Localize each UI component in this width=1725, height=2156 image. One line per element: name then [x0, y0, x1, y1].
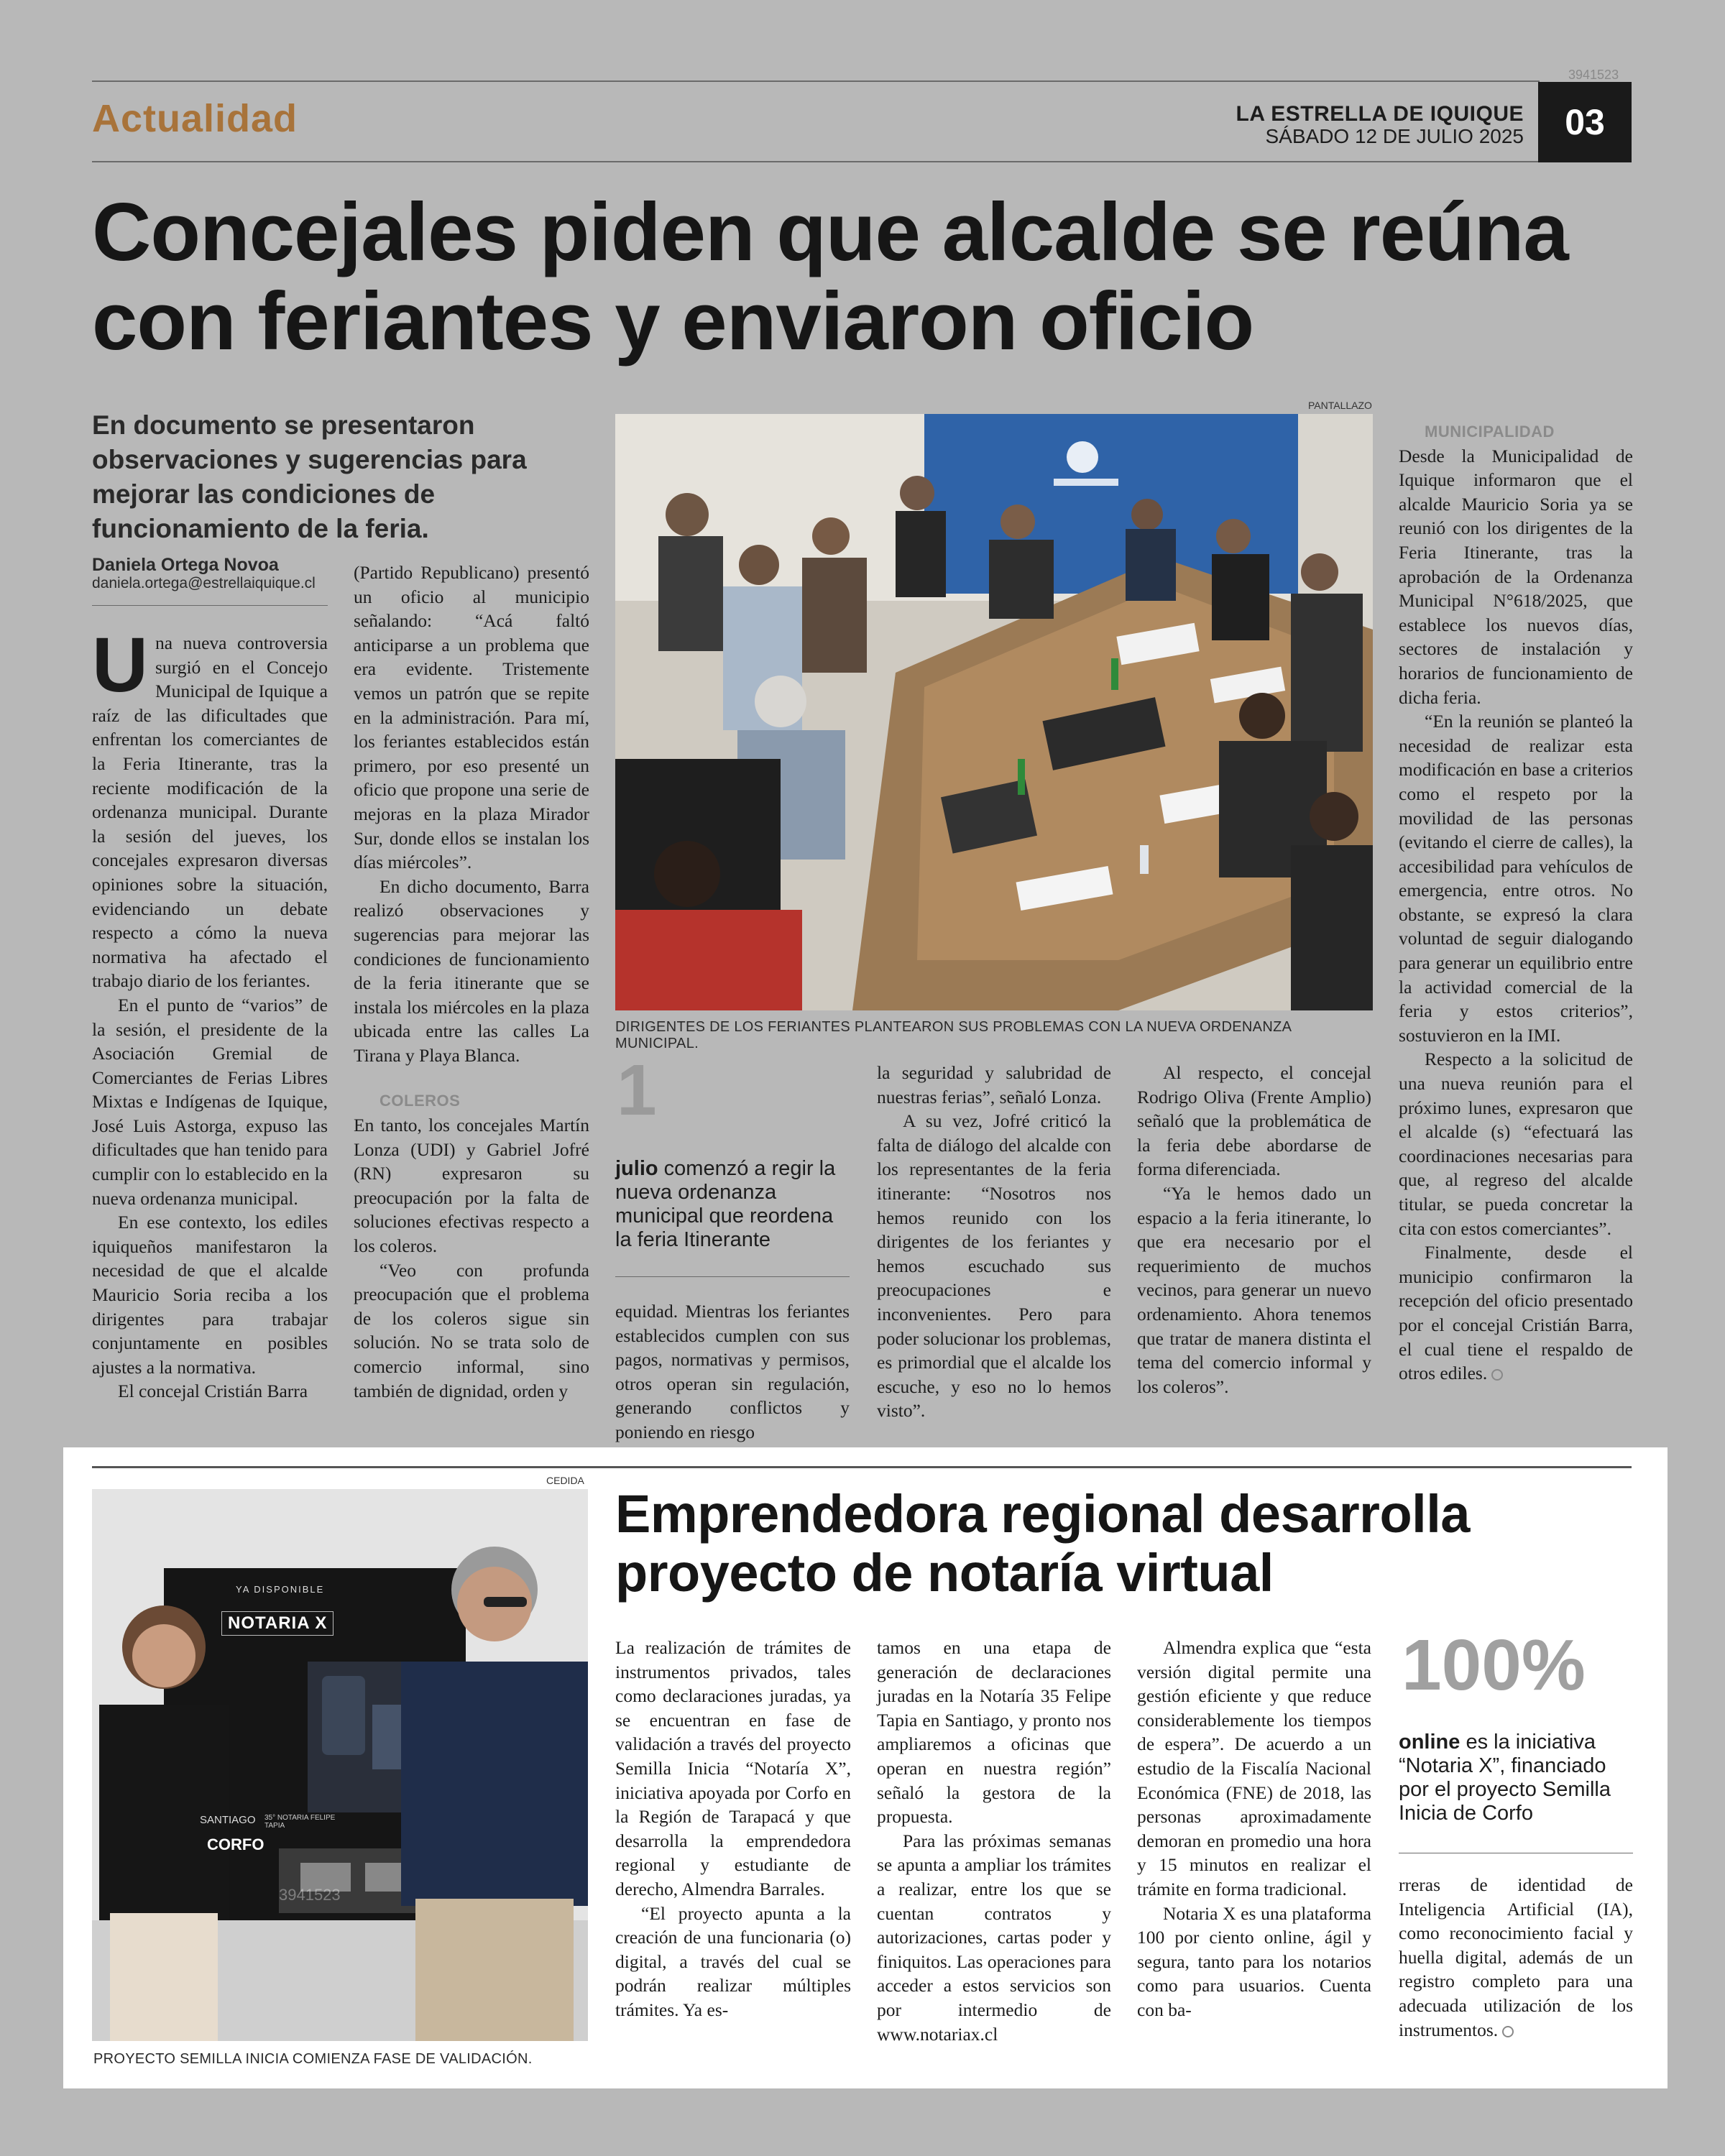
- article1-author: Daniela Ortega Novoa: [92, 555, 279, 575]
- article1-col3-p1: equidad. Mientras los feriantes establecidos cumplen con sus pagos, normativas y permisos, otros operan sin regulación, generando conflictos y poniendo en riesgo: [615, 1301, 850, 1442]
- fact-box-1-text: [615, 1157, 850, 1252]
- article1-col2-p2: En dicho documento, Barra realizó observaciones y sugerencias para mejorar las condiciones de funcionamiento de la feria itinerante que se instala los miércoles en la plaza ubicada entre las calles La Tirana y Playa Blanca.: [354, 875, 589, 1066]
- article1-column-5: [1137, 1061, 1371, 1399]
- article1-headline: [92, 188, 1568, 367]
- article2-col1-p1: La realización de trámites de instrumentos privados, tales como declaraciones juradas, ya se encuentran en fase de validación a través del proyecto Semilla Inicia “Notaría X”, iniciativa apoyada por Corfo en la Región de Tarapacá y que desarrolla la emprendedora regional y estudiante de derecho, Almendra Barrales.: [615, 1637, 851, 1899]
- drop-cap: U: [92, 621, 148, 708]
- article2-headline: [615, 1485, 1470, 1603]
- page-code: 3941523: [1568, 68, 1619, 82]
- fact-box-2-bold: online: [1399, 1731, 1460, 1754]
- author-rule: [92, 605, 328, 606]
- article1-col1-p1: Una nueva controversia surgió en el Concejo Municipal de Iquique a raíz de las dificultades que enfrentan los comerciantes de la Feria Itinerante, tras la reciente modificación de la ordenanza municipal. Durante la sesión del jueves, los concejales expresaron diversas opiniones sobre la situación, evidenciando un debate respecto a cómo la nueva normativa ha afectado el trabajo diario de los feriantes.: [92, 621, 328, 992]
- article1-column-4: [877, 1061, 1111, 1423]
- screen-brand: NOTARIA X: [221, 1611, 334, 1636]
- article1-col6-p3: Respecto a la solicitud de una nueva reunión para el próximo lunes, expresaron que el alcalde (s) “efectuará las coordinaciones necesarias para que, al regreso del alcalde titular, se pueda concretar la cita con estos comerciantes”.: [1399, 1049, 1633, 1239]
- article2-col4-p1: rreras de identidad de Inteligencia Artificial (IA), como reconocimiento facial y huella digital, además de un registro completo para una adecuada utilización de los instrumentos.: [1399, 1874, 1633, 2040]
- article1-col6-p1: Desde la Municipalidad de Iquique informaron que el alcalde Mauricio Soria ya se reunió con los dirigentes de la Feria Itinerante, tras la aprobación de la Ordenanza Municipal N°618/2025, que establece los nuevos días, sectores de instalación y horarios de funcionamiento de dicha feria.: [1399, 445, 1633, 708]
- screen-top-text: YA DISPONIBLE: [236, 1584, 325, 1595]
- screen-city: SANTIAGO: [200, 1814, 256, 1826]
- entrepreneur-photo-caption: PROYECTO SEMILLA INICIA COMIENZA FASE DE VALIDACIÓN.: [93, 2051, 533, 2067]
- header-bottom-rule: [92, 161, 1538, 162]
- municipalidad-subhead: MUNICIPALIDAD: [1425, 423, 1555, 441]
- entrepreneur-photo: [92, 1489, 588, 2041]
- article2-column-4: [1399, 1873, 1633, 2042]
- article2-column-2: [877, 1636, 1111, 2046]
- article1-column-1: [92, 621, 328, 1404]
- article2-col1-p2: “El proyecto apunta a la creación de una funcionaria (o) digital, a través del cual se podrán realizar múltiples trámites. Ya es-: [615, 1902, 851, 2020]
- fact-box-2-number: 100%: [1402, 1625, 1586, 1705]
- issue-date: SÁBADO 12 DE JULIO 2025: [1265, 125, 1524, 147]
- article1-col6-p2: “En la reunión se planteó la necesidad de realizar esta modificación en base a criterios como el respeto por la movilidad de las personas (evitando el cierre de calles), la accesibilidad para vehículos de emergencia, entre otros. No obstante, se expresó la clara voluntad de seguir dialogando para generar un equilibrio entre la actividad comercial de la feria y estos criterios”, sostuvieron en la IMI.: [1399, 711, 1633, 1046]
- page-number: 03: [1565, 102, 1605, 142]
- article1-column-2: [354, 561, 589, 1403]
- entrepreneur-illustration: [92, 1489, 588, 2041]
- article1-photo-credit: PANTALLAZO: [1308, 400, 1372, 411]
- article1-col2-p3: En tanto, los concejales Martín Lonza (UDI) y Gabriel Jofré (RN) expresaron su preocupación por la falta de soluciones efectivas respecto a los coleros.: [354, 1115, 589, 1257]
- meeting-photo: [615, 414, 1373, 1010]
- article1-deck: En documento se presentaron observaciones y sugerencias para mejorar las condiciones de funcionamiento de la feria.: [92, 410, 527, 543]
- article1-col5-p1: Al respecto, el concejal Rodrigo Oliva (Frente Amplio) señaló que la problemática de la feria debe abordarse de forma diferenciada.: [1137, 1062, 1371, 1180]
- fact-box-1-bold: julio: [615, 1157, 658, 1180]
- article1-headline-line2: con feriantes y enviaron oficio: [92, 276, 1254, 367]
- article1-col2-p1: (Partido Republicano) presentó un oficio al municipio señalando: “Acá faltó anticiparse a un problema que era evidente. Tristemente vemos un patrón que se repite en la administración. Para mí, los feriantes establecidos están primero, por eso presenté un oficio que propone una serie de mejoras en la plaza Mirador Sur, donde ellos se instalan los días miércoles”.: [354, 562, 589, 873]
- fact-box-1-desc: comenzó a regir la nueva ordenanza municipal que reordena la feria Itinerante: [615, 1157, 836, 1251]
- article1-col1-p4: El concejal Cristián Barra: [118, 1381, 308, 1402]
- fact-box-1-number: 1: [617, 1050, 657, 1130]
- article1-col4-p2: A su vez, Jofré criticó la falta de diálogo del alcalde con los representantes de la feria itinerante: “Nosotros nos hemos reunido con los dirigentes de los feriantes y hemos escuchado sus preocupaciones e inconvenientes. Pero para poder solucionar los problemas, es primordial que el alcalde los escuche, y eso no lo hemos visto”.: [877, 1110, 1111, 1422]
- end-mark-icon: [1491, 1369, 1503, 1381]
- fact-box-2-desc: es la iniciativa “Notaria X”, financiado por el proyecto Semilla Inicia de Corfo: [1399, 1731, 1611, 1825]
- end-mark-icon-2: [1502, 2026, 1514, 2037]
- article2-headline-line2: proyecto de notaría virtual: [615, 1543, 1274, 1603]
- newspaper-name: LA ESTRELLA DE IQUIQUE: [1236, 102, 1524, 126]
- article2-headline-line1: Emprendedora regional desarrolla: [615, 1484, 1470, 1544]
- meeting-photo-caption: DIRIGENTES DE LOS FERIANTES PLANTEARON SUS PROBLEMAS CON LA NUEVA ORDENANZA MUNICIPAL.: [615, 1019, 1292, 1051]
- article2-col3-p1: Almendra explica que “esta versión digital permite una gestión eficiente y que reduce considerablemente los tiempos de espera”. De acuerdo a un estudio de la Fiscalía Nacional Económica (FNE) de 2018, las personas aproximadamente demoran en promedio una hora y 15 minutos en realizar el trámite en forma tradicional.: [1137, 1637, 1371, 1899]
- article2-column-1: [615, 1636, 851, 2022]
- article1-col5-p2: “Ya le hemos dado un espacio a la feria itinerante, lo que era necesario por el requerimiento de muchos vecinos, para generar un nuevo ordenamiento. Ahora tenemos que tratar de manera distinta el tema del comercio informal y los coleros”.: [1137, 1182, 1371, 1397]
- page-number-box: [1538, 82, 1632, 162]
- article1-column-3: [615, 1299, 850, 1445]
- article1-col1-p3: En ese contexto, los ediles iquiqueños manifestaron la necesidad de que el alcalde Mauricio Soria reciba a los dirigentes para trabajar conjuntamente en posibles ajustes a la normativa.: [92, 1212, 328, 1378]
- article1-email: daniela.ortega@estrellaiquique.cl: [92, 575, 316, 591]
- article2-col2-p2: Para las próximas semanas se apunta a ampliar los trámites a realizar, entre los que se cuentan contratos y autorizaciones, cartas poder y finiquitos. Las operaciones para acceder a estos servicios son por intermedio de www.notariax.cl: [877, 1830, 1111, 2045]
- article2-column-3: [1137, 1636, 1371, 2022]
- screen-notary: 35° NOTARIA FELIPE TAPIA: [264, 1814, 336, 1830]
- fact-box-2-text: [1399, 1731, 1633, 1825]
- screen-sponsor: CORFO: [207, 1835, 264, 1853]
- article1-col2-p4: “Veo con profunda preocupación que el problema de los coleros sigue sin solución. No se trata solo de comercio informal, sino también de dignidad, orden y: [354, 1259, 589, 1401]
- article1-col4-p1: la seguridad y salubridad de nuestras ferias”, señaló Lonza.: [877, 1062, 1111, 1107]
- fact-box-1-rule: [615, 1276, 850, 1277]
- article2-col3-p2: Notaria X es una plataforma 100 por ciento online, ágil y segura, tanto para los notarios como para usuarios. Cuenta con ba-: [1137, 1902, 1371, 2020]
- article2-col2-p1: tamos en una etapa de generación de declaraciones juradas en la Notaría 35 Felipe Tapia en Santiago, y pronto nos ampliaremos a oficinas que operan en nuestra región” señaló la gestora de la propuesta.: [877, 1637, 1111, 1828]
- article2-photo-credit: CEDIDA: [546, 1475, 584, 1486]
- section-label: Actualidad: [92, 97, 298, 140]
- header-top-rule: [92, 80, 1540, 82]
- photo-watermark: 3941523: [279, 1886, 341, 1904]
- meeting-illustration: [615, 414, 1373, 1010]
- article1-col1-p2: En el punto de “varios” de la sesión, el presidente de la Asociación Gremial de Comerciantes de Ferias Libres Mixtas e Indígenas de Iquique, José Luis Astorga, expuso las dificultades que han tenido para cumplir con lo establecido en la nueva ordenanza municipal.: [92, 994, 328, 1209]
- article1-col6-p4: Finalmente, desde el municipio confirmaron la recepción del oficio presentado por el concejal Cristián Barra, el cual tiene el respaldo de otros ediles.: [1399, 1242, 1633, 1384]
- article2-top-rule: [92, 1466, 1632, 1468]
- article1-column-6: [1399, 420, 1633, 1386]
- article1-headline-line1: Concejales piden que alcalde se reúna: [92, 187, 1568, 278]
- coleros-subhead: COLEROS: [380, 1092, 461, 1110]
